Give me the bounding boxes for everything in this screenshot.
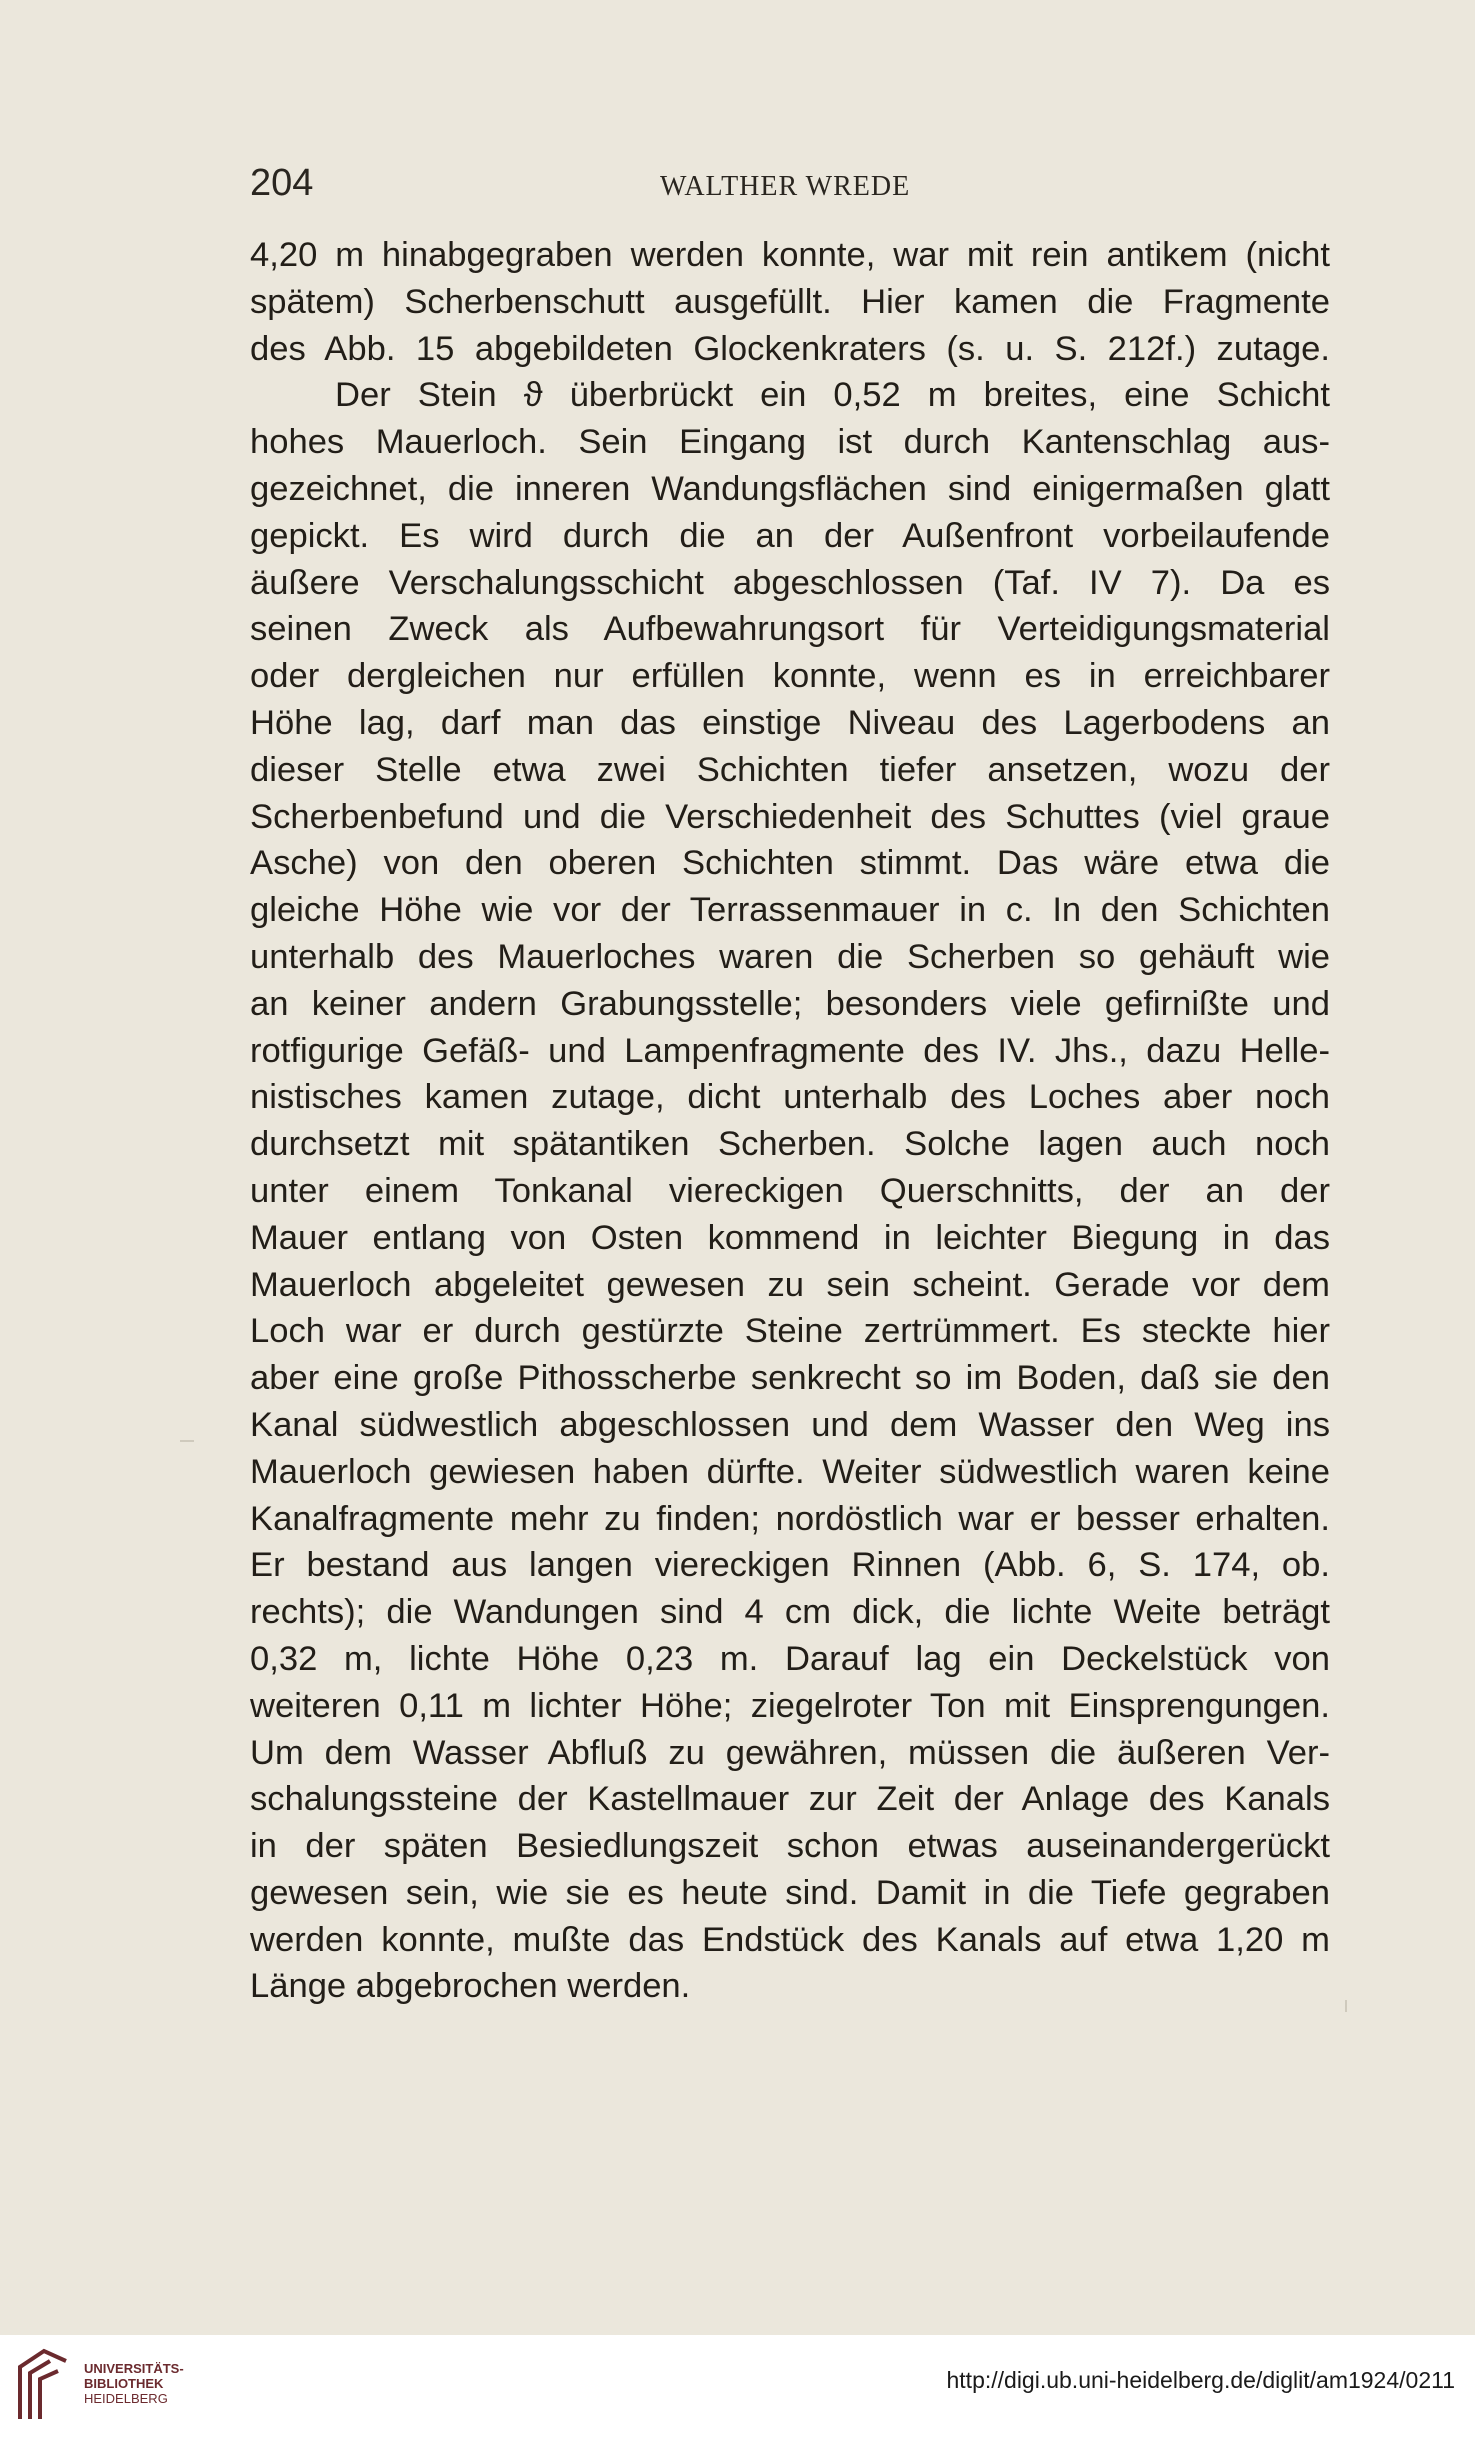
text-line: 4,20 m hinabgegraben werden konnte, war mit rein antikem (nicht [250, 236, 1330, 274]
text-line: Loch war er durch gestürzte Steine zertrümmert. Es steckte hier [250, 1312, 1330, 1351]
logo-line: HEIDELBERG [84, 2391, 168, 2406]
scan-edge-mark [180, 1440, 194, 1442]
text-line: seinen Zweck als Aufbewahrungsort für Verteidigungsmaterial [250, 610, 1330, 649]
text-line: schalungssteine der Kastellmauer zur Zeit der Anlage des Kanals [250, 1780, 1330, 1819]
text-line: Er bestand aus langen viereckigen Rinnen (Abb. 6, S. 174, ob. [250, 1546, 1330, 1585]
page-number: 204 [250, 162, 314, 204]
text-line: äußere Verschalungsschicht abgeschlossen (Taf. IV 7). Da es [250, 563, 1330, 602]
text-line: Kanal südwestlich abgeschlossen und dem Wasser den Weg ins [250, 1405, 1330, 1444]
text-line: spätem) Scherbenschutt ausgefüllt. Hier kamen die Fragmente [250, 282, 1330, 321]
text-line: gewesen sein, wie sie es heute sind. Damit in die Tiefe gegraben [250, 1873, 1330, 1912]
text-line: 0,32 m, lichte Höhe 0,23 m. Darauf lag ein Deckelstück von [250, 1639, 1330, 1678]
body-text [250, 232, 1330, 2010]
text-line: Um dem Wasser Abfluß zu gewähren, müssen die äußeren Ver- [250, 1733, 1330, 1772]
text-line: Länge abgebrochen werden. [250, 1967, 691, 2006]
scan-edge-mark [1345, 2000, 1347, 2012]
text-line: in der späten Besiedlungszeit schon etwas auseinandergerückt [250, 1827, 1330, 1866]
text-line: unter einem Tonkanal viereckigen Querschnitts, der an der [250, 1171, 1330, 1210]
text-line: Höhe lag, darf man das einstige Niveau des Lagerbodens an [250, 703, 1330, 742]
text-line: Mauer entlang von Osten kommend in leichter Biegung in das [250, 1218, 1330, 1257]
text-line: nistisches kamen zutage, dicht unterhalb des Loches aber noch [250, 1078, 1330, 1117]
text-line: aber eine große Pithosscherbe senkrecht so im Boden, daß sie den [250, 1359, 1330, 1398]
text-line: Mauerloch gewiesen haben dürfte. Weiter südwestlich waren keine [250, 1452, 1330, 1491]
page-header [250, 162, 1330, 212]
permalink-url[interactable]: http://digi.ub.uni-heidelberg.de/diglit/am1924/0211 [946, 2367, 1455, 2393]
text-line: des Abb. 15 abgebildeten Glockenkraters (s. u. S. 212f.) zutage. [250, 329, 1330, 368]
running-head: WALTHER WREDE [660, 171, 911, 202]
text-line: rechts); die Wandungen sind 4 cm dick, die lichte Weite beträgt [250, 1593, 1330, 1632]
text-line: dieser Stelle etwa zwei Schichten tiefer ansetzen, wozu der [250, 750, 1330, 789]
text-line: oder dergleichen nur erfüllen konnte, wenn es in erreichbarer [250, 657, 1330, 696]
text-line: werden konnte, mußte das Endstück des Kanals auf etwa 1,20 m [250, 1920, 1330, 1959]
library-logo-text [84, 2361, 184, 2406]
text-line: an keiner andern Grabungsstelle; besonders viele gefirnißte und [250, 984, 1330, 1023]
text-line: Asche) von den oberen Schichten stimmt. Das wäre etwa die [250, 844, 1330, 883]
text-line: rotfigurige Gefäß- und Lampenfragmente des IV. Jhs., dazu Helle- [250, 1031, 1330, 1070]
text-line: Kanalfragmente mehr zu finden; nordöstlich war er besser erhalten. [250, 1499, 1330, 1538]
text-line: Der Stein ϑ überbrückt ein 0,52 m breites, eine Schicht [335, 376, 1330, 415]
text-line: gezeichnet, die inneren Wandungsflächen sind einigermaßen glatt [250, 469, 1330, 508]
text-line: hohes Mauerloch. Sein Eingang ist durch Kantenschlag aus- [250, 423, 1330, 462]
text-line: durchsetzt mit spätantiken Scherben. Solche lagen auch noch [250, 1125, 1330, 1164]
text-line: gepickt. Es wird durch die an der Außenfront vorbeilaufende [250, 516, 1330, 555]
library-logo-icon [14, 2347, 70, 2423]
text-line: weiteren 0,11 m lichter Höhe; ziegelroter Ton mit Einsprengungen. [250, 1686, 1330, 1725]
footer-bar [0, 2335, 1475, 2439]
logo-line: UNIVERSITÄTS- [84, 2361, 184, 2376]
logo-line: BIBLIOTHEK [84, 2376, 164, 2391]
text-line: Scherbenbefund und die Verschiedenheit des Schuttes (viel graue [250, 797, 1330, 836]
text-line: Mauerloch abgeleitet gewesen zu sein scheint. Gerade vor dem [250, 1265, 1330, 1304]
text-line: unterhalb des Mauerloches waren die Scherben so gehäuft wie [250, 937, 1330, 976]
text-line: gleiche Höhe wie vor der Terrassenmauer in c. In den Schichten [250, 891, 1330, 930]
